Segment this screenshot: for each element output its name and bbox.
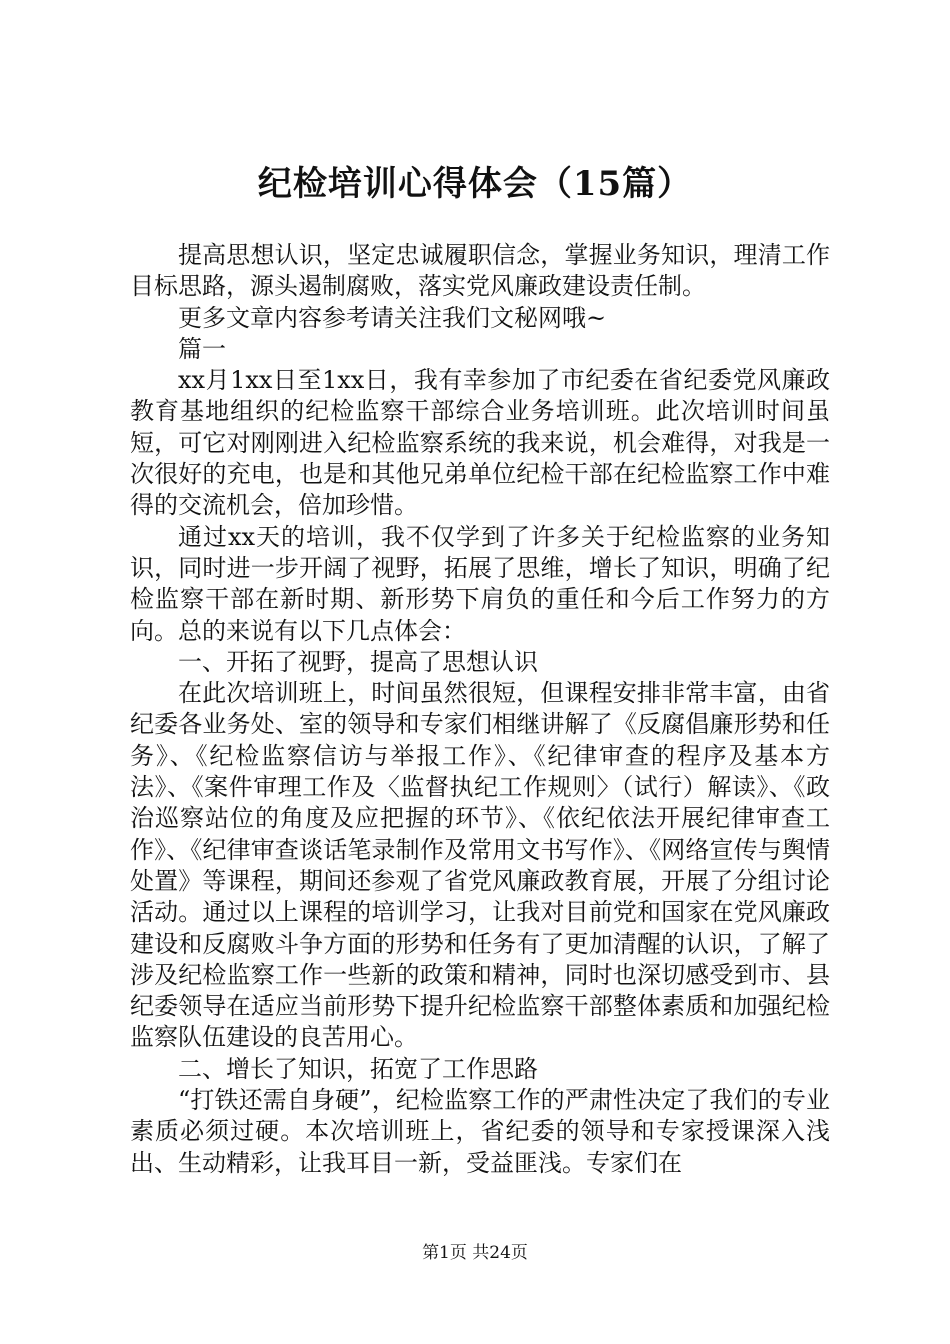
paragraph-note: 更多文章内容参考请关注我们文秘网哦~ (178, 303, 607, 332)
heading-point-one: 一、开拓了视野，提高了思想认识 (178, 647, 538, 676)
paragraph-intro: 提高思想认识，坚定忠诚履职信念，掌握业务知识，理清工作目标思路，源头遏制腐败，落实党风廉政建设责任制。 (130, 241, 830, 301)
paragraph-point-two: “打铁还需自身硬”，纪检监察工作的严肃性决定了我们的专业素质必须过硬。本次培训班上，省纪委的领导和专家授课深入浅出、生动精彩，让我耳目一新，受益匪浅。专家们在 (130, 1086, 830, 1177)
section-label-part-one: 篇一 (178, 334, 226, 363)
document-title: 纪检培训心得体会（15篇） (257, 164, 693, 204)
paragraph-training-intro: xx月1xx日至1xx日，我有幸参加了市纪委在省纪委党风廉政教育基地组织的纪检监察干部综合业务培训班。此次培训时间虽短，可它对刚刚进入纪检监察系统的我来说，机会难得，对我是一次很好的充电，也是和其他兄弟单位纪检干部在纪检监察工作中难得的交流机会，倍加珍惜。 (130, 366, 830, 520)
document-body (130, 240, 830, 1179)
heading-point-two: 二、增长了知识，拓宽了工作思路 (178, 1054, 538, 1083)
paragraph-training-summary: 通过xx天的培训，我不仅学到了许多关于纪检监察的业务知识，同时进一步开阔了视野，拓展了思维，增长了知识，明确了纪检监察干部在新时期、新形势下肩负的重任和今后工作努力的方向。总的来说有以下几点体会： (130, 522, 830, 645)
paragraph-point-one: 在此次培训班上，时间虽然很短，但课程安排非常丰富，由省纪委各业务处、室的领导和专家们相继讲解了《反腐倡廉形势和任务》、《纪检监察信访与举报工作》、《纪律审查的程序及基本方法》、《案件审理工作及〈监督执纪工作规则〉（试行）解读》、《政治巡察站位的角度及应把握的环节》、《依纪依法开展纪律审查工作》、《纪律审查谈话笔录制作及常用文书写作》、《网络宣传与舆情处置》等课程，期间还参观了省党风廉政教育展，开展了分组讨论活动。通过以上课程的培训学习，让我对目前党和国家在党风廉政建设和反腐败斗争方面的形势和任务有了更加清醒的认识，了解了涉及纪检监察工作一些新的政策和精神，同时也深切感受到市、县纪委领导在适应当前形势下提升纪检监察干部整体素质和加强纪检监察队伍建设的良苦用心。 (130, 679, 830, 1052)
page-footer: 第1页 共24页 (422, 1243, 528, 1263)
